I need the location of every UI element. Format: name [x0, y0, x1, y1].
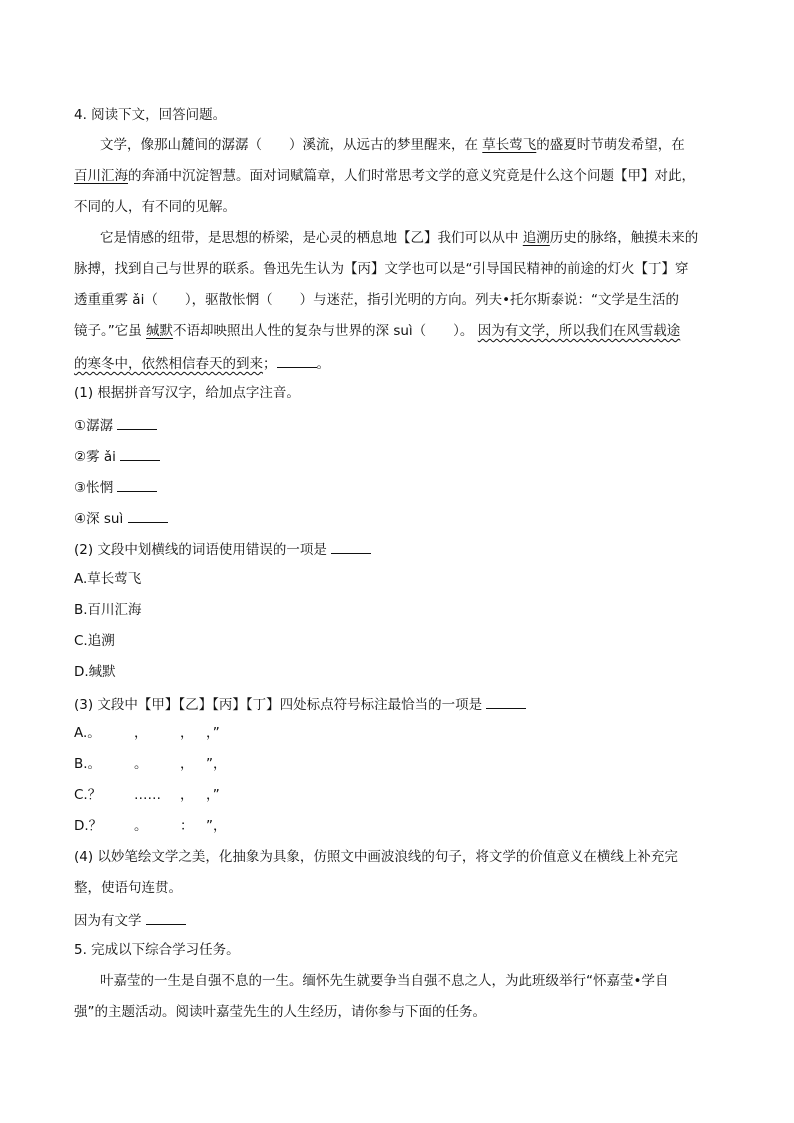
q4-sub3-prompt: (3) 文段中【甲】【乙】【丙】【丁】四处标点符号标注最恰当的一项是: [74, 694, 526, 714]
q4-sub2-prompt: (2) 文段中划横线的词语使用错误的一项是: [74, 539, 371, 559]
q4-sub1-item-4: ④深 suì: [74, 508, 168, 528]
question-4-heading: 4. 阅读下文，回答问题。: [74, 107, 227, 123]
answer-blank[interactable]: [117, 415, 157, 430]
q4-passage-p1-line2: 百川汇海的奔涌中沉淀智慧。面对词赋篇章，人们时常思考文学的意义究竟是什么这个问题【甲】对此，: [74, 168, 695, 184]
q4-sub4-answer-line: 因为有文学: [74, 910, 186, 930]
answer-blank[interactable]: [146, 910, 186, 925]
answer-blank[interactable]: [331, 539, 371, 554]
q4-sub2-option-a[interactable]: A.草长莺飞: [74, 571, 142, 587]
question-5-heading: 5. 完成以下综合学习任务。: [74, 942, 240, 958]
q4-passage-p1-line3: 不同的人，有不同的见解。: [74, 199, 236, 215]
answer-blank[interactable]: [128, 508, 168, 523]
document-page: 4. 阅读下文，回答问题。 文学，像那山麓间的潺潺（ ）溪流，从远古的梦里醒来，在 草长莺飞的盛夏时节萌发希望，在 百川汇海的奔涌中沉淀智慧。面对词赋篇章，人们时常思考文学的意义究竟是什么这个问题【甲】对此， 不同的人，有不同的见解。 它是情感的纽带，是思想的桥梁，是心灵的栖息地【乙】我们可以从中 追溯历史的脉络，触摸未来的 脉搏，找到自己与世界的联系。鲁迅先生认为【丙】文学也可以是“引导国民精神的前途的灯火【丁】穿 透重重雾 ǎi（ ），驱散怅惘（ ）与迷茫，指引光明的方向。列夫•托尔斯泰说：“文学是生活的 镜子。”它虽 缄默不语却映照出人性的复杂与世界的深 suì（ ）。 因为有文学，所以我们在风雪载途 的寒冬中，依然相信春天的到来； 。 (1) 根据拼音写汉字，给加点字注音。 ①潺潺 ②雾 ǎi ③怅惘 ④深 suì (2) 文段中划横线的词语使用错误的一项是 A.草长莺飞 B.百川汇海 C.追溯 D.缄默 (3) 文段中【甲】【乙】【丙】【丁】四处标点符号标注最恰当的一项是 A.。 ， ， ，” B.。 。 ， ”， C.？ …… ， ，” D.？ 。 ： ”， (4) 以妙笔绘文学之美，化抽象为具象，仿照文中画波浪线的句子，将文学的价值意义在横线上补充完 整，使语句连贯。 因为有文学 5. 完成以下综合学习任务。 叶嘉莹的一生是自强不息的一生。缅怀先生就要争当自强不息之人，为此班级举行“怀嘉莹•学自 强”的主题活动。阅读叶嘉莹先生的人生经历，请你参与下面的任务。: [74, 107, 699, 1020]
q4-passage-p2-line4: 镜子。”它虽 缄默不语却映照出人性的复杂与世界的深 suì（ ）。 因为有文学，所以我们在风雪载途: [74, 323, 681, 339]
answer-blank[interactable]: [117, 477, 157, 492]
answer-blank[interactable]: [486, 694, 526, 709]
q4-sub1-item-3: ③怅惘: [74, 477, 157, 497]
q4-passage-p2-line5: 的寒冬中，依然相信春天的到来； 。: [74, 353, 330, 373]
q4-passage-p2-line2: 脉搏，找到自己与世界的联系。鲁迅先生认为【丙】文学也可以是“引导国民精神的前途的灯火【丁】穿: [74, 261, 689, 277]
q4-sub2-option-b[interactable]: B.百川汇海: [74, 602, 142, 618]
q4-passage-p2-line3: 透重重雾 ǎi（ ），驱散怅惘（ ）与迷茫，指引光明的方向。列夫•托尔斯泰说：“文学是生活的: [74, 292, 680, 308]
q5-intro-line2: 强”的主题活动。阅读叶嘉莹先生的人生经历，请你参与下面的任务。: [74, 1004, 486, 1020]
q4-sub4-prompt-line1: (4) 以妙笔绘文学之美，化抽象为具象，仿照文中画波浪线的句子，将文学的价值意义在横线上补充完: [74, 849, 678, 865]
q4-sub2-option-c[interactable]: C.追溯: [74, 633, 115, 649]
q5-intro-line1: 叶嘉莹的一生是自强不息的一生。缅怀先生就要争当自强不息之人，为此班级举行“怀嘉莹•学自: [100, 973, 669, 989]
q4-passage-p2-line1: 它是情感的纽带，是思想的桥梁，是心灵的栖息地【乙】我们可以从中 追溯历史的脉络，触摸未来的: [100, 230, 699, 246]
q4-sub1-prompt: (1) 根据拼音写汉字，给加点字注音。: [74, 385, 300, 401]
answer-blank[interactable]: [120, 446, 160, 461]
q4-sub1-item-1: ①潺潺: [74, 415, 157, 435]
q4-sub4-prompt-line2: 整，使语句连贯。: [74, 880, 182, 896]
q4-passage-p1-line1: 文学，像那山麓间的潺潺（ ）溪流，从远古的梦里醒来，在 草长莺飞的盛夏时节萌发希望，在: [100, 137, 685, 153]
q4-sub2-option-d[interactable]: D.缄默: [74, 664, 116, 680]
q4-sub1-item-2: ②雾 ǎi: [74, 446, 160, 466]
